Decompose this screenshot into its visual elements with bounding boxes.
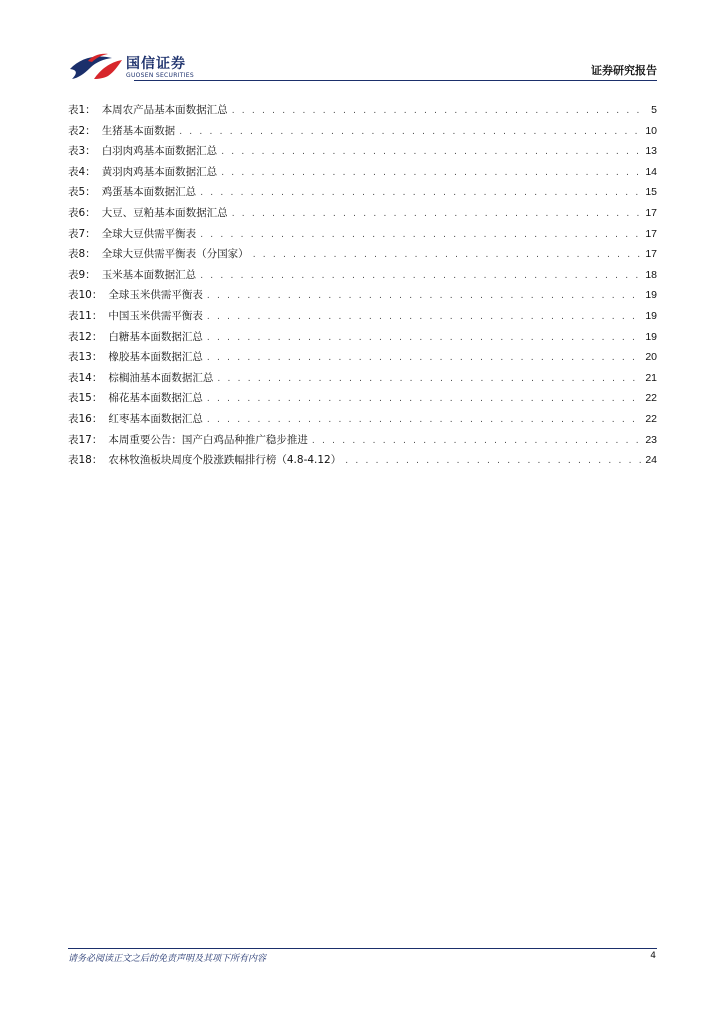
toc-entry[interactable] [68, 370, 657, 391]
toc-entry-number: 表18： [68, 454, 103, 467]
toc-entry-page[interactable]: 5 [651, 104, 657, 116]
toc-entry-title[interactable]: 全球大豆供需平衡表 [101, 227, 197, 240]
toc-leader-dots [207, 394, 641, 404]
toc-entry-title[interactable]: 全球大豆供需平衡表（分国家） [101, 248, 249, 261]
toc-entry-page[interactable]: 14 [645, 165, 657, 178]
toc-leader-dots [207, 353, 641, 363]
toc-entry[interactable] [68, 390, 657, 411]
toc-entry-number: 表11： [68, 309, 103, 322]
toc-entry[interactable] [68, 164, 657, 185]
toc-entry[interactable] [68, 123, 657, 144]
toc-entry-number: 表13： [68, 351, 103, 364]
toc-entry[interactable] [68, 226, 657, 247]
toc-entry-title[interactable]: 大豆、豆粕基本面数据汇总 [101, 206, 228, 219]
toc-leader-dots [200, 271, 641, 281]
toc-leader-dots [207, 312, 641, 322]
report-type-label: 证券研究报告 [591, 64, 657, 77]
toc-entry-page[interactable]: 17 [645, 248, 657, 261]
toc-entry[interactable] [68, 329, 657, 350]
toc-leader-dots [221, 168, 641, 178]
toc-entry-page[interactable]: 10 [645, 124, 657, 137]
toc-entry-title[interactable]: 白羽肉鸡基本面数据汇总 [101, 145, 218, 158]
toc-leader-dots [253, 250, 642, 260]
toc-entry-page[interactable]: 19 [645, 289, 657, 302]
toc-entry-title[interactable]: 本周农产品基本面数据汇总 [101, 104, 228, 116]
toc-entry-title[interactable]: 棉花基本面数据汇总 [108, 392, 203, 405]
toc-entry-page[interactable]: 15 [645, 186, 657, 199]
table-of-tables [68, 102, 657, 473]
toc-entry-number: 表5： [68, 186, 96, 199]
toc-entry-title[interactable]: 棕榈油基本面数据汇总 [108, 371, 214, 384]
toc-entry-title[interactable]: 黄羽肉鸡基本面数据汇总 [101, 165, 218, 178]
toc-entry[interactable] [68, 184, 657, 205]
toc-entry[interactable] [68, 267, 657, 288]
toc-entry-page[interactable]: 19 [645, 309, 657, 322]
guosen-logo-icon [68, 52, 124, 82]
toc-entry-page[interactable]: 17 [645, 206, 657, 219]
toc-entry-title[interactable]: 橡胶基本面数据汇总 [108, 351, 203, 364]
toc-entry[interactable] [68, 102, 657, 123]
page-header [0, 0, 724, 86]
toc-entry-number: 表17： [68, 433, 103, 446]
footer-divider [68, 948, 657, 949]
toc-entry[interactable] [68, 308, 657, 329]
toc-entry-number: 表10： [68, 289, 103, 302]
toc-leader-dots [232, 106, 647, 116]
toc-leader-dots [217, 374, 641, 384]
toc-leader-dots [207, 291, 641, 301]
header-divider [134, 80, 657, 81]
toc-leader-dots [200, 188, 641, 198]
toc-entry[interactable] [68, 411, 657, 432]
logo-english-name: GUOSEN SECURITIES [126, 72, 195, 79]
toc-entry-title[interactable]: 生猪基本面数据 [101, 124, 176, 137]
logo-chinese-name: 国信证券 [126, 56, 186, 72]
toc-entry-title[interactable]: 红枣基本面数据汇总 [108, 412, 203, 425]
footer-disclaimer: 请务必阅读正文之后的免责声明及其项下所有内容 [68, 954, 267, 964]
toc-entry-page[interactable]: 18 [645, 268, 657, 281]
toc-entry-number: 表14： [68, 371, 103, 384]
toc-entry-title[interactable]: 中国玉米供需平衡表 [108, 309, 203, 322]
toc-entry-page[interactable]: 23 [645, 433, 657, 446]
toc-entry-page[interactable]: 20 [645, 351, 657, 364]
toc-entry-title[interactable]: 玉米基本面数据汇总 [101, 268, 197, 281]
toc-entry-page[interactable]: 21 [645, 371, 657, 384]
toc-entry-page[interactable]: 22 [645, 392, 657, 405]
toc-entry[interactable] [68, 432, 657, 453]
toc-entry-title[interactable]: 鸡蛋基本面数据汇总 [101, 186, 197, 199]
toc-entry[interactable] [68, 205, 657, 226]
toc-entry-title[interactable]: 本周重要公告：国产白鸡品种推广稳步推进 [108, 433, 308, 446]
toc-entry-number: 表6： [68, 206, 96, 219]
toc-leader-dots [312, 436, 641, 446]
toc-entry-number: 表3： [68, 145, 96, 158]
toc-entry[interactable] [68, 246, 657, 267]
toc-entry-page[interactable]: 22 [645, 412, 657, 425]
toc-entry-title[interactable]: 白糖基本面数据汇总 [108, 330, 203, 343]
company-logo [68, 52, 218, 82]
toc-entry-page[interactable]: 13 [645, 145, 657, 158]
toc-entry-number: 表16： [68, 412, 103, 425]
toc-leader-dots [232, 209, 642, 219]
page-number: 4 [650, 951, 656, 961]
toc-leader-dots [179, 127, 641, 137]
toc-leader-dots [221, 147, 641, 157]
toc-entry-number: 表12： [68, 330, 103, 343]
toc-entry-number: 表4： [68, 165, 96, 178]
toc-entry-number: 表9： [68, 268, 96, 281]
toc-entry-number: 表8： [68, 248, 96, 261]
toc-entry-title[interactable]: 农林牧渔板块周度个股涨跌幅排行榜（4.8-4.12） [108, 454, 342, 467]
toc-leader-dots [207, 415, 641, 425]
toc-entry[interactable] [68, 349, 657, 370]
toc-entry-page[interactable]: 19 [645, 330, 657, 343]
toc-entry-number: 表2： [68, 124, 96, 137]
toc-leader-dots [345, 456, 641, 466]
toc-entry-title[interactable]: 全球玉米供需平衡表 [108, 289, 203, 302]
toc-entry-page[interactable]: 24 [645, 454, 657, 467]
toc-entry[interactable] [68, 452, 657, 473]
toc-entry-number: 表7： [68, 227, 96, 240]
toc-leader-dots [200, 230, 641, 240]
toc-entry-number: 表1： [68, 104, 96, 116]
toc-entry[interactable] [68, 287, 657, 308]
toc-entry-page[interactable]: 17 [645, 227, 657, 240]
toc-entry-number: 表15： [68, 392, 103, 405]
toc-entry[interactable] [68, 143, 657, 164]
toc-leader-dots [207, 333, 641, 343]
